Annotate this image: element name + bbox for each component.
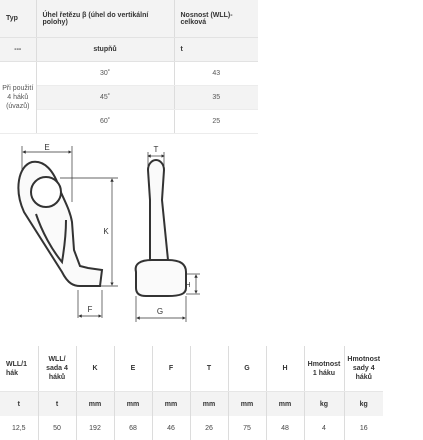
unit-cell: mm bbox=[266, 392, 304, 417]
unit-cell: kg bbox=[344, 392, 383, 417]
value-cell: 75 bbox=[228, 416, 266, 440]
label-g: G bbox=[156, 307, 164, 316]
unit-angle: stupňů bbox=[36, 38, 174, 62]
angle-value: 60˚ bbox=[36, 110, 174, 134]
header-weight-hook: Hmotnost 1 háku bbox=[304, 346, 344, 392]
header-wll-set: WLL/ sada 4 háků bbox=[38, 346, 76, 392]
unit-cell: kg bbox=[304, 392, 344, 417]
value-cell: 16 bbox=[344, 416, 383, 440]
header-wll-total: Nosnost (WLL)-celková bbox=[174, 0, 258, 38]
load-value: 35 bbox=[174, 86, 258, 110]
header-g: G bbox=[228, 346, 266, 392]
unit-type: --- bbox=[0, 38, 36, 62]
value-cell: 26 bbox=[190, 416, 228, 440]
angle-value: 30˚ bbox=[36, 62, 174, 86]
load-value: 25 bbox=[174, 110, 258, 134]
header-wll-hook: WLL/1 hák bbox=[0, 346, 38, 392]
label-f: F bbox=[87, 305, 93, 314]
label-h: H bbox=[185, 282, 191, 289]
unit-cell: mm bbox=[228, 392, 266, 417]
load-value: 43 bbox=[174, 62, 258, 86]
hook-technical-drawing bbox=[0, 140, 423, 340]
header-weight-set: Hmotnost sady 4 háků bbox=[344, 346, 383, 392]
unit-cell: t bbox=[38, 392, 76, 417]
value-cell: 12,5 bbox=[0, 416, 38, 440]
header-f: F bbox=[152, 346, 190, 392]
header-k: K bbox=[76, 346, 114, 392]
label-e: E bbox=[44, 143, 50, 152]
angle-value: 45˚ bbox=[36, 86, 174, 110]
header-type: Typ bbox=[0, 0, 36, 38]
unit-cell: mm bbox=[76, 392, 114, 417]
unit-load: t bbox=[174, 38, 258, 62]
unit-cell: mm bbox=[114, 392, 152, 417]
unit-cell: t bbox=[0, 392, 38, 417]
hook-side-view bbox=[18, 162, 102, 286]
label-t: T bbox=[153, 145, 159, 154]
unit-cell: mm bbox=[152, 392, 190, 417]
hook-specification-table bbox=[0, 346, 383, 440]
value-cell: 50 bbox=[38, 416, 76, 440]
label-k: K bbox=[103, 227, 109, 236]
value-cell: 192 bbox=[76, 416, 114, 440]
header-h: H bbox=[266, 346, 304, 392]
header-e: E bbox=[114, 346, 152, 392]
type-cell: Při použití 4 háků (úvazů) bbox=[0, 62, 36, 134]
hook-front-view bbox=[136, 160, 186, 296]
value-cell: 46 bbox=[152, 416, 190, 440]
angle-load-table bbox=[0, 0, 258, 134]
value-cell: 48 bbox=[266, 416, 304, 440]
header-angle: Úhel řetězu β (úhel do vertikální polohy) bbox=[36, 0, 174, 38]
header-t: T bbox=[190, 346, 228, 392]
value-cell: 68 bbox=[114, 416, 152, 440]
value-cell: 4 bbox=[304, 416, 344, 440]
unit-cell: mm bbox=[190, 392, 228, 417]
